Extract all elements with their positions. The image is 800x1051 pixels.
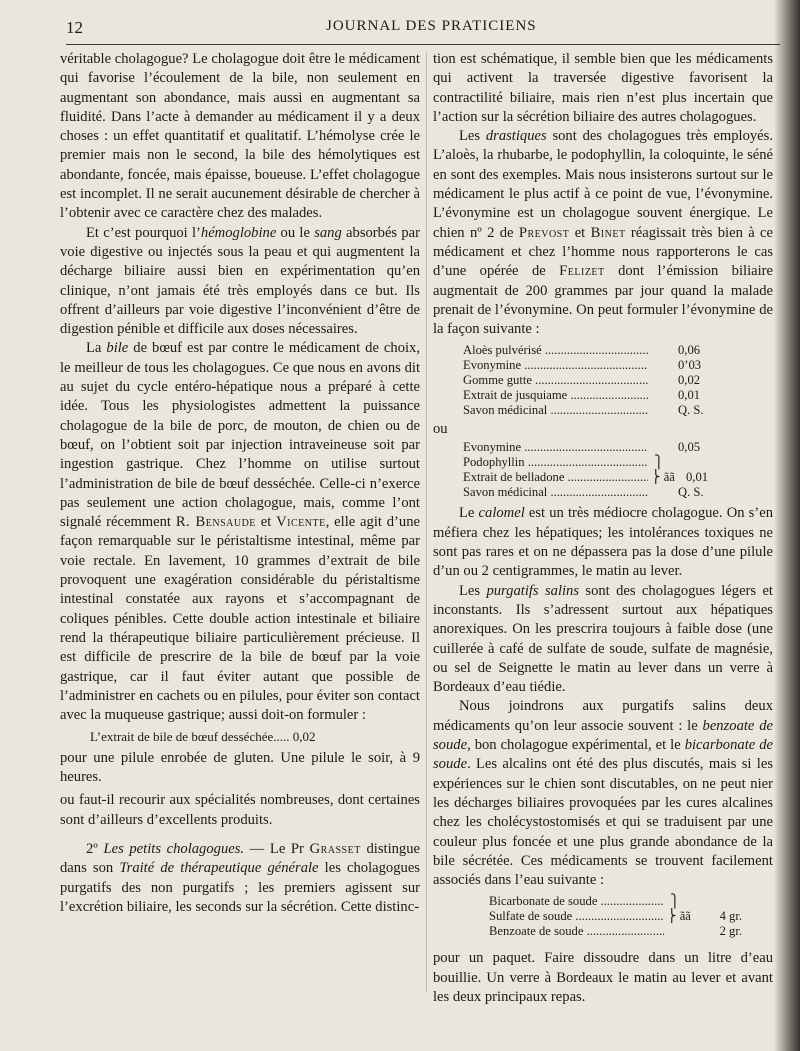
spacer [433, 939, 773, 949]
italic-term: purgatifs salins [486, 582, 580, 599]
formula-2 [433, 440, 773, 500]
italic-term: benzoate de soude [433, 717, 773, 754]
text-run: et [255, 514, 277, 531]
paragraph [433, 582, 773, 698]
formula-row [463, 440, 773, 455]
book-title: Traité de thérapeutique générale [119, 860, 319, 877]
dose: 0,02 [678, 373, 701, 388]
text-run: , bon cholagogue expérimental, et le [467, 737, 685, 754]
text-run: Les [459, 582, 487, 599]
ingredient: Extrait de jusquiame ..... [463, 388, 648, 403]
text-run: et [569, 224, 591, 241]
brace: ⎬ ãã [651, 470, 675, 485]
right-column [433, 50, 773, 1007]
formula-row [463, 403, 773, 418]
ingredient: Savon médicinal ..... [463, 485, 648, 500]
text-run: 2º [86, 841, 104, 858]
dose: 0,01 [686, 470, 709, 485]
author-name: Binet [590, 224, 626, 241]
text-run: distingue dans son [60, 841, 420, 877]
spacer [60, 830, 420, 840]
formula-row [463, 455, 773, 470]
dose: 0,06 [678, 343, 701, 358]
text-run: Le [459, 505, 479, 522]
paragraph: véritable cholagogue? Le cholagogue doit être le médicament qui favorise l’écoulement de la bile, non seulement en augmentant son abondance, mais aussi en augmentant sa fluidité. Dans l’acte à demander au médicament il y a deux choses : un effet quantitatif et qualitatif. L’hémolyse crée le premier mais non le second, la bile des hémolytiques est abondante, foncée, mais épaisse, boueuse. L’effet cholagogue est incomplet. Il ne serait aucunement désirable de chercher à l’obtenir avec ce caractère chez des malades. [60, 51, 420, 222]
brace [664, 924, 694, 939]
dose: 0,05 [678, 440, 701, 455]
formula-1 [433, 343, 773, 418]
author-name: Prevost [518, 224, 570, 241]
text-run: réagissait très bien à ce médicament et chez l’homme nous rapporterons le cas d’une opérée de [433, 224, 773, 280]
text-run: dont l’émission biliaire augmentait de 200 grammes par jour quand la malade prenait de l’évonymine. On peut formuler l’évonymine de la façon suivante : [433, 263, 773, 338]
running-head: JOURNAL DES PRATICIENS [326, 18, 537, 34]
ingredient: Extrait de belladone ..... [463, 470, 648, 485]
text-run: Nous joindrons aux purgatifs salins deux médicaments qu’on leur associe souvent : le [433, 698, 773, 734]
author-name: Felizet [559, 263, 605, 280]
italic-term: sang [314, 224, 342, 241]
paragraph: tion est schématique, il semble bien que les médicaments qui activent la traversée digestive favorisent la contractilité biliaire, mais rien n’est plus incertain que l’action sur la sécrétion biliaire des autres cholagogues. [433, 51, 773, 125]
ingredient: Gomme gutte ..... [463, 373, 648, 388]
italic-term: drastiques [485, 128, 547, 145]
text-run: — Le Pr [244, 841, 310, 858]
text-run: ou le [276, 224, 315, 241]
formula-row [463, 388, 773, 403]
dose: Q. S. [678, 485, 704, 500]
dose: Q. S. [678, 403, 704, 418]
text-run: Les [459, 128, 486, 145]
text-run: , elle agit d’une façon remarquable sur le péristaltisme intestinal, même par voie rectale. En lavement, 10 grammes d’extrait de bile provoquent une exagération considérable du péristaltisme intestinal constatée aux rayons et s’accompagnant de coliques pénibles. Cette double action intestinale et biliaire rend la thérapeutique biliaire particulièrement précieuse. Il est difficile de prescrire de la bile de bœuf par la voie gastrique, car il faut éviter autant que possible de l’administrer en cachets ou en pilules, pour éviter son contact avec la muqueuse gastrique; aussi doit-on formuler : [60, 514, 420, 724]
text-run: les cholagogues purgatifs des non purgatifs ; les premiers agissent sur l’excrétion biliaire, les seconds sur la sécrétion. Cette distinc- [60, 860, 420, 915]
binding-shadow [774, 0, 800, 1051]
dose: 2 gr. [719, 924, 742, 939]
text-run: absorbés par voie digestive ou injectés sous la peau et qui augmentent la décharge biliaire aussi bien en expérimentation qu’en clinique, n’ont jamais été très employés dans ce but. Ils offrent d’ailleurs par voie digestive l’inconvénient d’être de digestion pénible et difficile aux doses nécessaires. [60, 224, 420, 338]
italic-term: bile [106, 340, 129, 357]
formula-row [489, 924, 773, 939]
ingredient: Savon médicinal ..... [463, 403, 648, 418]
ingredient: Bicarbonate de soude ..... [489, 894, 664, 909]
formula-row [489, 909, 773, 924]
author-name: Grasset [309, 841, 361, 858]
dose: 0’03 [678, 358, 702, 373]
formula-row [489, 894, 773, 909]
ingredient: Evonymine ..... [463, 358, 648, 373]
ingredient: Evonymine ..... [463, 440, 648, 455]
brace: ⎫ [670, 894, 680, 909]
author-name: Vicente [276, 514, 326, 531]
paragraph [60, 339, 420, 725]
formula-row [463, 373, 773, 388]
formula-row [463, 343, 773, 358]
formula-3 [433, 894, 773, 939]
alternative-label: ou [433, 421, 448, 438]
paragraph [433, 127, 773, 339]
brace [648, 485, 670, 500]
italic-term: hémoglobine [200, 224, 277, 241]
italic-term: calomel [478, 505, 525, 522]
column-divider [426, 52, 427, 992]
dose [670, 455, 730, 470]
ingredient: Sulfate de soude ..... [489, 909, 664, 924]
ingredient: Podophyllin ..... [463, 455, 648, 470]
text-run: est un très médiocre cholagogue. On s’en méfiera chez les hépatiques; les intolérances toxiques ne sont pas rares et on ne dépassera pas la dose d’une pilule d’un ou 2 centigrammes, le matin au lever. [433, 505, 773, 580]
dose: 4 gr. [719, 909, 742, 924]
formula-row [463, 485, 773, 500]
header-rule [66, 44, 780, 45]
paragraph: pour une pilule enrobée de gluten. Une pilule le soir, à 9 heures. [60, 749, 420, 786]
paragraph [60, 224, 420, 340]
formula-row [463, 358, 773, 373]
author-name: R. Bensaude [175, 514, 256, 531]
text-run: sont des cholagogues très employés. L’aloès, la rhubarbe, le podophyllin, la coloquinte, le séné en sont des exemples. Mais nous insisterons surtout sur le médicament le plus actif à ce point de vue, l’évonymine. L’évonymine est un cholagogue souvent énergique. Le chien nº 2 de [433, 128, 773, 241]
dose [686, 894, 734, 909]
page-header [66, 14, 780, 42]
section-paragraph [60, 840, 420, 917]
page-number: 12 [66, 18, 83, 37]
text-run: de bœuf est par contre le médicament de choix, le meilleur de tous les cholagogues. Ce que nous en avons dit au sujet du cycle entéro-hépatique nous a préparé à cette idée. Tous les physiologistes admettent la puissance cholagogue de la bile de porc, de mouton, de chien ou de bœuf, on l’obtient soit par injection intraveineuse soit par ingestion gastrique. Chez l’homme on utilise surtout l’administration de bile de bœuf desséchée. Celle-ci n’exerce pas seulement une action cholagogue, mais, comme l’ont signalé récemment [60, 340, 420, 531]
formula-row [463, 470, 773, 485]
text-run: . Les alcalins ont été des plus discutés, mais si les expériences sur le chien sont discutables, on ne peut nier les décharges biliaires provoquées par les cures alcalines chez les cholécystostomisés et qui se traduisent par une couleur plus foncée et une plus grande abondance de la bile sécrétée. Ces médicaments se trouvent facilement associés dans l’eau suivante : [433, 756, 773, 889]
text-run: La [86, 340, 107, 357]
brace: ⎬ ãã [667, 909, 691, 924]
paragraph [433, 697, 773, 890]
paragraph: ou faut-il recourir aux spécialités nombreuses, dont certaines sont d’ailleurs d’excellents produits. [60, 792, 420, 828]
italic-term: bicarbonate de soude [433, 737, 773, 773]
paragraph [433, 504, 773, 581]
brace: ⎫ [654, 455, 664, 470]
dose: 0,01 [678, 388, 701, 403]
ingredient: Aloès pulvérisé ..... [463, 343, 648, 358]
text-run: sont des cholagogues légers et inconstants. Ils s’adressent surtout aux hépatiques anorexiques. On les prescrira toujours à faible dose (une cuillerée à café de sulfate de soude, sulfate de magnésie, ou sel de Seignette le matin au lever dans un verre à Bordeaux d’eau tiédie. [433, 582, 773, 696]
section-title: Les petits cholagogues. [103, 841, 245, 858]
brace [648, 440, 670, 455]
left-column [60, 50, 420, 917]
paragraph: pour un paquet. Faire dissoudre dans un litre d’eau bouillie. Un verre à Bordeaux le matin au lever et avant les deux principaux repas. [433, 950, 773, 1005]
text-run: Et c’est pourquoi l’ [86, 224, 201, 241]
prescription-line: L’extrait de bile de bœuf desséchée..... 0,02 [90, 729, 316, 745]
ingredient: Benzoate de soude ..... [489, 924, 664, 939]
